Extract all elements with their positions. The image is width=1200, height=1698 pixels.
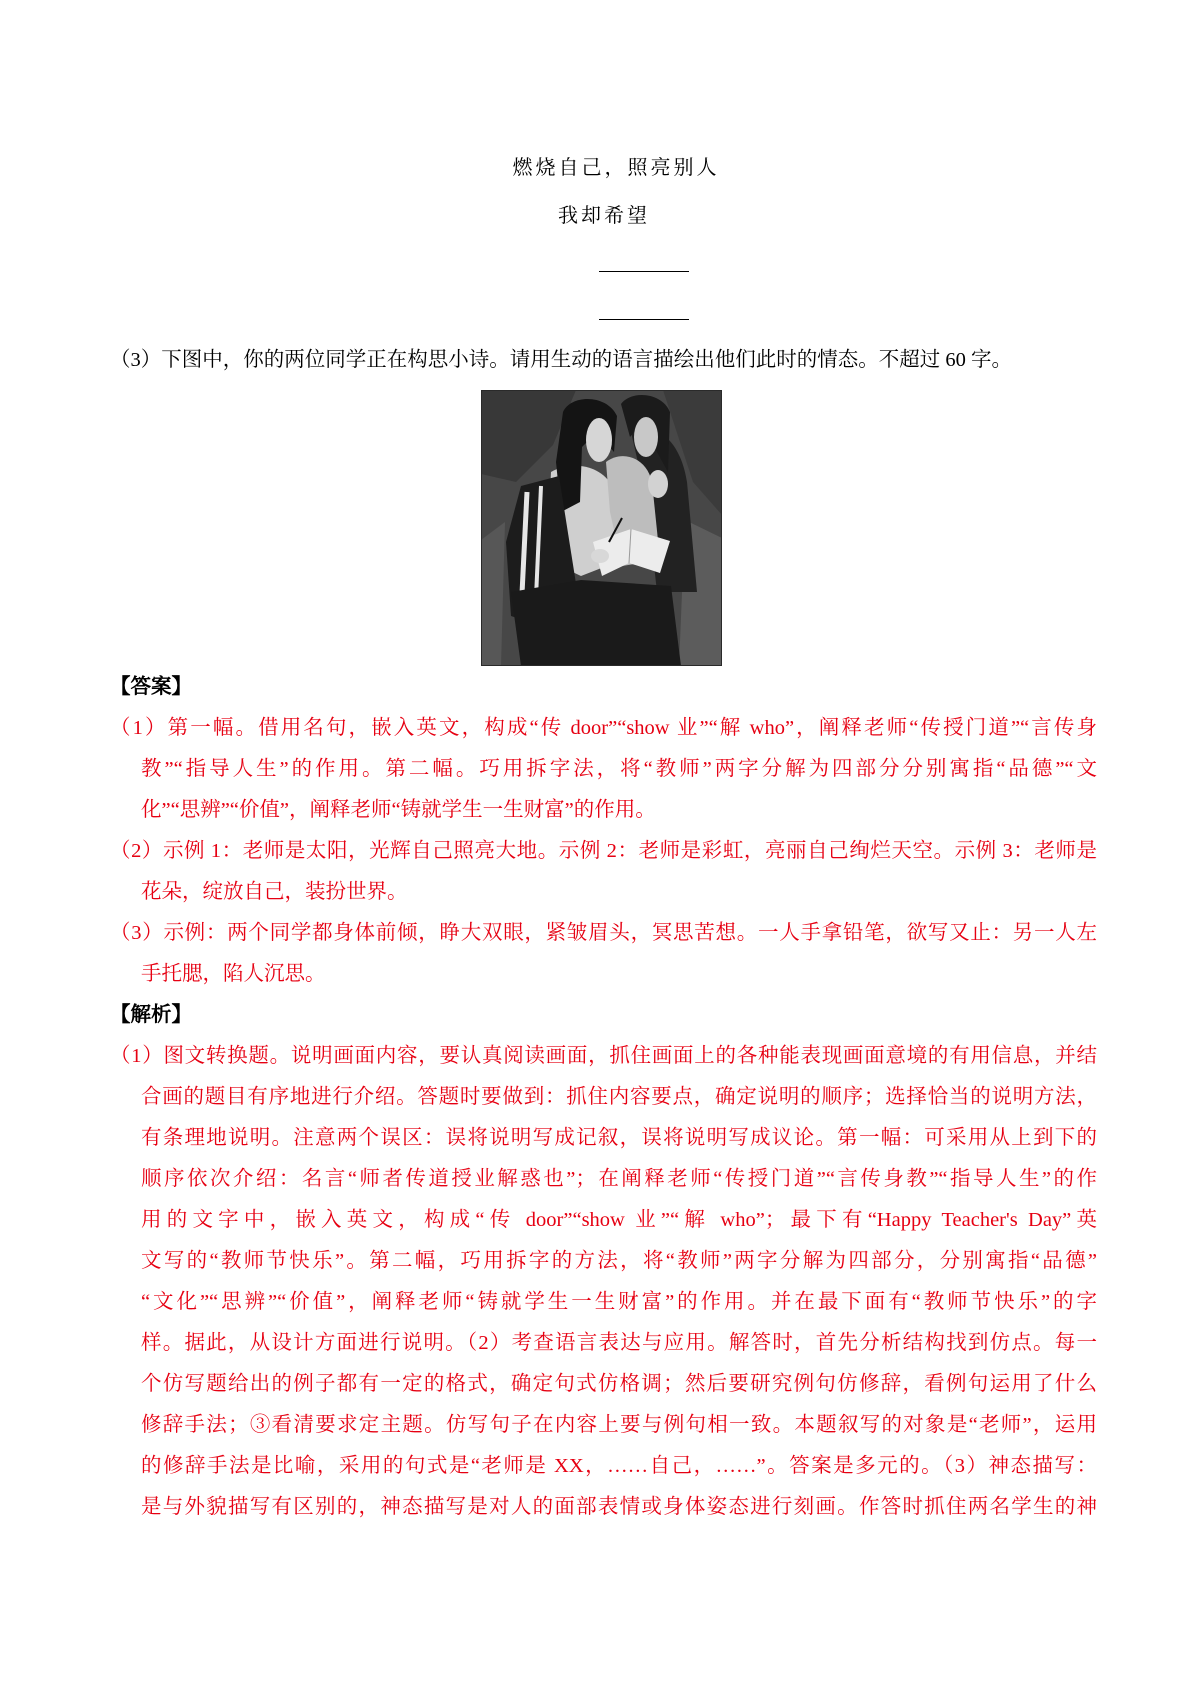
analysis-line-5: 用的文字中，嵌入英文，构成“传 door”“show 业”“解 who”；最下有“Happy Teacher's Day”英 [141, 1209, 1097, 1231]
answer-item-2 [110, 831, 1097, 913]
analysis-line-2: 合画的题目有序地进行介绍。答题时要做到：抓住内容要点，确定说明的顺序；选择恰当的说明方法， [141, 1086, 1097, 1108]
poem-line-1: 燃烧自己，照亮别人 [512, 155, 720, 179]
answer-item-3 [110, 913, 1097, 995]
analysis-line-7: “文化”“思辨”“价值”，阐释老师“铸就学生一生财富”的作用。并在最下面有“教师节快乐”的字 [141, 1291, 1097, 1313]
answer-3-line-2: 手托腮，陷人沉思。 [141, 963, 326, 985]
answer-3-line-1: （3）示例：两个同学都身体前倾，睁大双眼，紧皱眉头，冥思苦想。一人手拿铅笔，欲写又止：另一人左 [110, 922, 1097, 944]
answer-1-line-1: （1）第一幅。借用名句，嵌入英文，构成“传 door”“show 业”“解 who”，阐释老师“传授门道”“言传身 [110, 717, 1097, 739]
analysis-line-1: （1）图文转换题。说明画面内容，要认真阅读画面，抓住画面上的各种能表现画面意境的有用信息，并结 [110, 1045, 1097, 1067]
question-3-prompt: （3）下图中，你的两位同学正在构思小诗。请用生动的语言描绘出他们此时的情态。不超过 60 字。 [110, 349, 1012, 371]
right-student-face [634, 417, 658, 457]
analysis-heading: 【解析】 [110, 1004, 192, 1026]
students-illustration-svg [481, 390, 722, 666]
analysis-line-4: 顺序依次介绍：名言“师者传道授业解惑也”；在阐释老师“传授门道”“言传身教”“指导人生”的作 [141, 1168, 1097, 1190]
analysis-line-3: 有条理地说明。注意两个误区：误将说明写成记叙，误将说明写成议论。第一幅：可采用从上到下的 [141, 1127, 1097, 1149]
answer-1-line-3: 化”“思辨”“价值”，阐释老师“铸就学生一生财富”的作用。 [141, 799, 656, 821]
answer-2-line-1: （2）示例 1：老师是太阳，光辉自己照亮大地。示例 2：老师是彩虹，亮丽自己绚烂天空。示例 3：老师是 [110, 840, 1097, 862]
analysis-line-10: 修辞手法；③看清要求定主题。仿写句子在内容上要与例句相一致。本题叙写的对象是“老师”，运用 [141, 1414, 1097, 1436]
fill-in-blank-line-2 [599, 319, 689, 320]
answer-heading: 【答案】 [110, 676, 192, 698]
analysis-line-11: 的修辞手法是比喻，采用的句式是“老师是 XX，……自己，……”。答案是多元的。（3）神态描写： [141, 1455, 1097, 1477]
answer-and-analysis-section [110, 667, 1097, 1528]
fill-in-blank-line-1 [599, 271, 689, 272]
analysis-line-8: 样。据此，从设计方面进行说明。（2）考查语言表达与应用。解答时，首先分析结构找到仿点。每一 [141, 1332, 1097, 1354]
background-texture-left [481, 522, 505, 666]
answer-item-1 [110, 708, 1097, 831]
analysis-line-12: 是与外貌描写有区别的，神态描写是对人的面部表情或身体姿态进行刻画。作答时抓住两名学生的神 [141, 1496, 1097, 1518]
analysis-line-9: 个仿写题给出的例子都有一定的格式，确定句式仿格调；然后要研究例句仿修辞，看例句运用了什么 [141, 1373, 1097, 1395]
analysis-line-6: 文写的“教师节快乐”。第二幅，巧用拆字的方法，将“教师”两字分解为四部分，分别寓指“品德” [141, 1250, 1097, 1272]
right-student-hand-on-cheek [648, 470, 668, 498]
poem-line-2: 我却希望 [558, 203, 650, 227]
students-trousers [511, 580, 681, 666]
left-student-face [586, 418, 612, 462]
answer-2-line-2: 花朵，绽放自己，装扮世界。 [141, 881, 408, 903]
students-illustration [481, 390, 722, 666]
left-student-hand [591, 549, 609, 563]
analysis-item-1 [110, 1036, 1097, 1528]
answer-1-line-2: 教”“指导人生”的作用。第二幅。巧用拆字法，将“教师”两字分解为四部分分别寓指“品德”“文 [141, 758, 1097, 780]
